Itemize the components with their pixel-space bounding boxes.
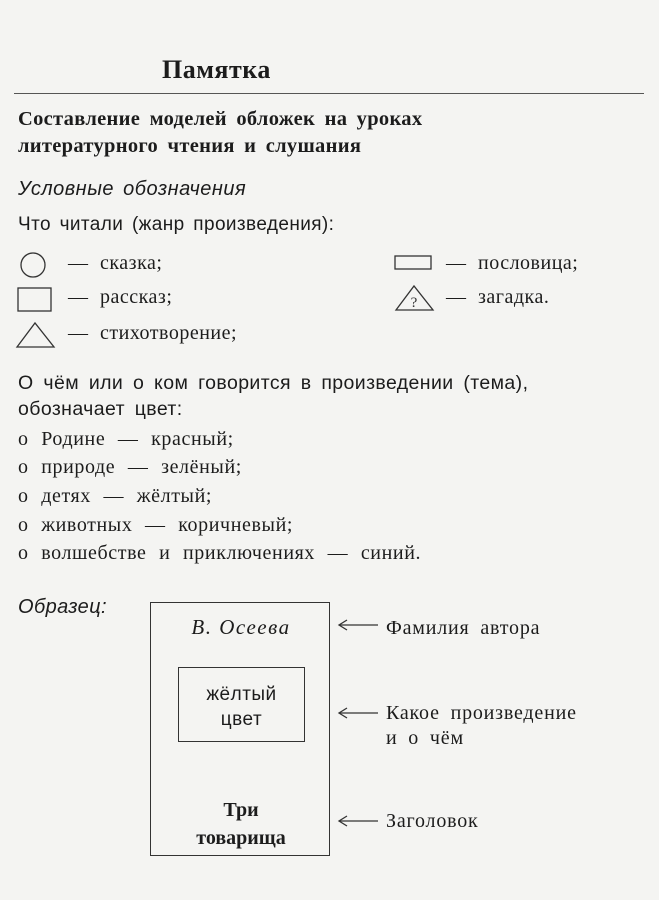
callout-author: Фамилия автора bbox=[386, 617, 541, 639]
genre-label: рассказ; bbox=[100, 286, 173, 308]
genre-dash: — bbox=[68, 252, 89, 274]
triangle-icon bbox=[15, 320, 57, 350]
genre-label: загадка. bbox=[478, 286, 550, 308]
theme-heading-line-1: О чём или о ком говорится в произведении (тема), bbox=[18, 372, 529, 394]
callout-title: Заголовок bbox=[386, 810, 479, 832]
question-mark: ? bbox=[410, 295, 418, 311]
square-icon bbox=[17, 286, 53, 314]
theme-item-nature: о природе — зелёный; bbox=[18, 456, 242, 478]
genre-item-riddle bbox=[446, 286, 549, 309]
circle-icon bbox=[18, 251, 48, 279]
theme-item-animals: о животных — коричневый; bbox=[18, 514, 294, 536]
callout-work bbox=[386, 701, 577, 751]
page-title: Памятка bbox=[162, 55, 271, 84]
genre-dash: — bbox=[68, 322, 89, 344]
cover-title-line-2: товарища bbox=[196, 827, 286, 849]
callout-work-line-2: и о чём bbox=[386, 727, 464, 749]
arrow-left-icon bbox=[336, 618, 380, 632]
genre-dash: — bbox=[68, 286, 89, 308]
cover-color-line-1: жёлтый bbox=[206, 684, 277, 705]
theme-item-magic: о волшебстве и приключениях — синий. bbox=[18, 542, 422, 564]
sample-label: Образец: bbox=[18, 596, 108, 618]
genre-item-poem bbox=[68, 322, 237, 345]
theme-heading bbox=[18, 370, 528, 422]
arrow-left-icon bbox=[336, 706, 380, 720]
rectangle-icon bbox=[394, 254, 434, 272]
theme-heading-line-2: обозначает цвет: bbox=[18, 398, 183, 420]
genre-dash: — bbox=[446, 286, 467, 308]
genre-heading: Что читали (жанр произведения): bbox=[18, 214, 335, 235]
subtitle bbox=[18, 106, 422, 160]
genre-dash: — bbox=[446, 252, 467, 274]
subtitle-line-1: Составление моделей обложек на уроках bbox=[18, 108, 423, 130]
cover-color-text bbox=[178, 682, 305, 732]
genre-item-story bbox=[68, 286, 172, 309]
genre-item-fairytale bbox=[68, 252, 162, 275]
subtitle-line-2: литературного чтения и слушания bbox=[18, 135, 362, 157]
genre-item-proverb bbox=[446, 252, 578, 275]
cover-title-line-1: Три bbox=[223, 799, 259, 821]
genre-label: стихотворение; bbox=[100, 322, 238, 344]
callout-work-line-1: Какое произведение bbox=[386, 702, 577, 724]
genre-label: сказка; bbox=[100, 252, 163, 274]
cover-author: В. Осеева bbox=[191, 615, 291, 639]
theme-item-children: о детях — жёлтый; bbox=[18, 485, 213, 507]
theme-item-homeland: о Родине — красный; bbox=[18, 428, 234, 450]
title-divider bbox=[14, 93, 644, 94]
genre-label: пословица; bbox=[478, 252, 579, 274]
cover-book-title bbox=[150, 796, 332, 852]
legend-heading: Условные обозначения bbox=[18, 178, 247, 200]
cover-color-line-2: цвет bbox=[220, 709, 263, 730]
arrow-left-icon bbox=[336, 814, 380, 828]
question-triangle-icon bbox=[394, 283, 436, 313]
